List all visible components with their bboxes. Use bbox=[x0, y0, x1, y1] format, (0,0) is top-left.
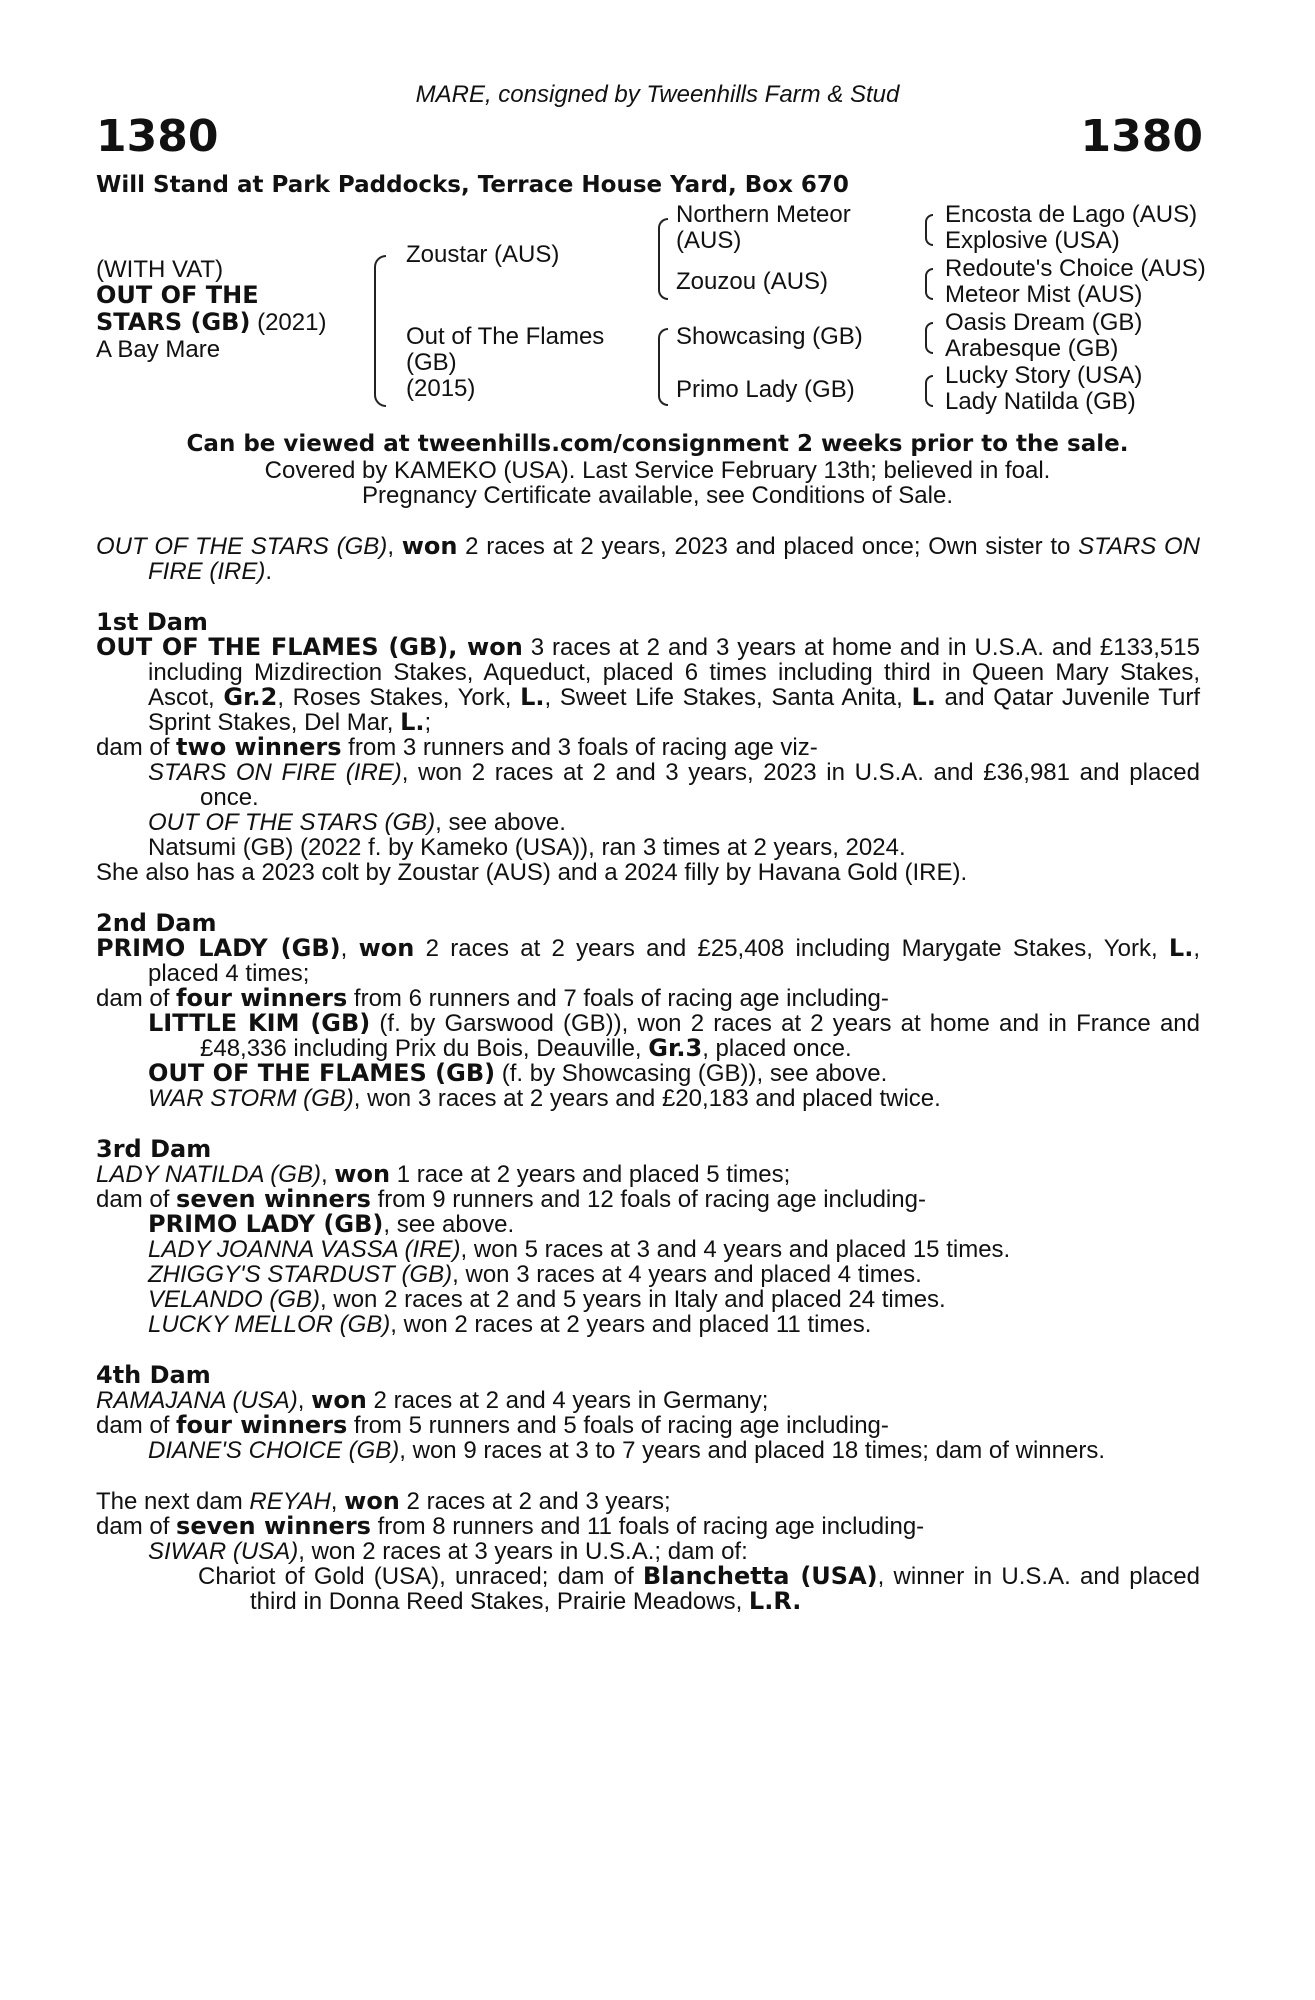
listed-badge: L. bbox=[400, 708, 425, 736]
produce-entry bbox=[96, 760, 1200, 810]
third-dam-text: 1 race at 2 years and placed 5 times; bbox=[390, 1161, 791, 1188]
second-dam-name: PRIMO LADY (GB) bbox=[96, 934, 341, 962]
brace-g1 bbox=[925, 214, 933, 246]
next-dam-text: The next dam bbox=[96, 1488, 250, 1515]
produce-entry bbox=[96, 1212, 1200, 1237]
produce-name: LUCKY MELLOR (GB) bbox=[148, 1311, 391, 1338]
produce-summary-text: from 6 runners and 7 foals of racing age including- bbox=[347, 985, 889, 1012]
produce-text: Chariot of Gold (USA), unraced; dam of bbox=[198, 1563, 643, 1590]
pedigree-g1: Encosta de Lago (AUS) bbox=[945, 201, 1198, 228]
pedigree-dam-line2: (GB) bbox=[406, 349, 457, 376]
first-dam-won: won bbox=[467, 633, 523, 661]
winners-count: four winners bbox=[176, 1411, 348, 1439]
winners-count: seven winners bbox=[176, 1185, 371, 1213]
winners-count: seven winners bbox=[176, 1512, 371, 1540]
covered-notice: Covered by KAMEKO (USA). Last Service February 13th; believed in foal. bbox=[264, 457, 1051, 484]
first-dam-also: She also has a 2023 colt by Zoustar (AUS) and a 2024 filly by Havana Gold (IRE). bbox=[96, 859, 968, 886]
produce-entry bbox=[96, 1312, 1200, 1337]
vat-status: (WITH VAT) bbox=[96, 256, 224, 283]
dam-of-label: dam of bbox=[96, 1412, 177, 1439]
viewing-notice: Can be viewed at tweenhills.com/consignment 2 weeks prior to the sale. bbox=[186, 431, 1129, 457]
pedigree-dam-line3: (2015) bbox=[406, 375, 476, 402]
produce-name: LADY JOANNA VASSA (IRE) bbox=[148, 1236, 461, 1263]
catalogue-subtitle: MARE, consigned by Tweenhills Farm & Stud bbox=[415, 81, 900, 108]
winners-count: two winners bbox=[176, 733, 342, 761]
produce-text: , placed once. bbox=[702, 1035, 852, 1062]
brace-dam-parents bbox=[658, 328, 668, 406]
dam-of-label: dam of bbox=[96, 734, 177, 761]
first-dam-produce-summary bbox=[96, 735, 1200, 760]
produce-text: , won 3 races at 4 years and placed 4 times. bbox=[452, 1261, 922, 1288]
pedigree-g6: Arabesque (GB) bbox=[945, 335, 1119, 362]
next-dam-text: , bbox=[330, 1488, 345, 1515]
third-dam-heading: 3rd Dam bbox=[96, 1135, 212, 1163]
pedigree-sire: Zoustar (AUS) bbox=[406, 241, 560, 268]
pregnancy-notice: Pregnancy Certificate available, see Conditions of Sale. bbox=[362, 482, 953, 509]
lot-number-right: 1380 bbox=[1080, 111, 1203, 162]
horse-year: (2021) bbox=[250, 309, 327, 336]
produce-entry bbox=[96, 810, 1200, 835]
first-dam-record: OUT OF THE FLAMES (GB), won 3 races at 2 and 3 years at home and in U.S.A. and £133,515 including Mizdirection Stakes, Aqueduct, placed 6 times including third in Queen Mary Stakes, Ascot, Gr.2, Roses Stakes, York, L., Sweet Life Stakes, Santa Anita, L. and Qatar Juvenile Turf Sprint Stakes, Del Mar, L.; bbox=[96, 633, 1201, 736]
stable-location: Will Stand at Park Paddocks, Terrace House Yard, Box 670 bbox=[96, 172, 849, 198]
produce-name: DIANE'S CHOICE (GB) bbox=[148, 1437, 400, 1464]
listed-badge: L. bbox=[1168, 934, 1194, 962]
intro-end: . bbox=[265, 558, 272, 585]
fourth-dam-record: RAMAJANA (USA), won 2 races at 2 and 4 years in Germany; bbox=[96, 1386, 769, 1414]
first-dam-name: OUT OF THE FLAMES (GB) bbox=[96, 633, 449, 661]
horse-name-line2-wrap bbox=[96, 310, 326, 335]
pedigree-sire-sire-line1: Northern Meteor bbox=[676, 201, 851, 228]
produce-text: , won 2 races at 2 years and placed 11 times. bbox=[390, 1311, 872, 1338]
fourth-dam-won: won bbox=[311, 1386, 367, 1414]
produce-name: WAR STORM (GB) bbox=[148, 1085, 354, 1112]
intro-text: 2 races at 2 years, 2023 and placed once; Own sister to bbox=[457, 533, 1079, 560]
pedigree-g5: Oasis Dream (GB) bbox=[945, 309, 1143, 336]
pedigree-dam-dam: Primo Lady (GB) bbox=[676, 376, 855, 403]
produce-summary-text: from 9 runners and 12 foals of racing age including- bbox=[370, 1186, 926, 1213]
produce-text: , won 9 races at 3 to 7 years and placed 18 times; dam of winners. bbox=[399, 1437, 1105, 1464]
third-dam-record: LADY NATILDA (GB), won 1 race at 2 years and placed 5 times; bbox=[96, 1160, 791, 1188]
winners-count: four winners bbox=[176, 984, 348, 1012]
second-dam-record: PRIMO LADY (GB), won 2 races at 2 years and £25,408 including Marygate Stakes, York, L., placed 4 times; bbox=[96, 934, 1201, 987]
grade-badge: Gr.2 bbox=[223, 683, 278, 711]
first-dam-heading: 1st Dam bbox=[96, 608, 208, 636]
produce-text: (f. by Garswood (GB)), won 2 races at 2 years at home and in France and £48,336 including Prix du Bois, Deauville, bbox=[200, 1010, 1200, 1062]
pedigree-sire-sire-line2: (AUS) bbox=[676, 227, 742, 254]
second-dam-heading: 2nd Dam bbox=[96, 909, 217, 937]
next-dam-text: 2 races at 2 and 3 years; bbox=[399, 1488, 671, 1515]
produce-summary-text: from 8 runners and 11 foals of racing age including- bbox=[370, 1513, 925, 1540]
fourth-dam-produce-summary bbox=[96, 1413, 1200, 1438]
produce-name: ZHIGGY'S STARDUST (GB) bbox=[148, 1261, 453, 1288]
third-dam-produce-summary bbox=[96, 1187, 1200, 1212]
dam-of-label: dam of bbox=[96, 1513, 177, 1540]
produce-text: , winner in U.S.A. and placed third in Donna Reed Stakes, Prairie Meadows, bbox=[250, 1563, 1200, 1615]
brace-sire-parents bbox=[658, 218, 668, 300]
produce-text: , see above. bbox=[435, 809, 566, 836]
intro-horse-name: OUT OF THE STARS (GB) bbox=[96, 533, 388, 560]
produce-entry bbox=[96, 1262, 1200, 1287]
fourth-dam-name: RAMAJANA (USA) bbox=[96, 1387, 298, 1414]
produce-entry bbox=[96, 1438, 1200, 1463]
produce-entry bbox=[96, 1086, 1200, 1111]
produce-text: (f. by Showcasing (GB)), see above. bbox=[495, 1060, 888, 1087]
produce-text: , won 5 races at 3 and 4 years and placed 15 times. bbox=[460, 1236, 1011, 1263]
intro-won: won bbox=[401, 532, 458, 560]
produce-name: VELANDO (GB) bbox=[148, 1286, 321, 1313]
pedigree-g7: Lucky Story (USA) bbox=[945, 362, 1143, 389]
first-dam-text: 3 races at 2 and 3 years at home and in U.S.A. and £133,515 including Mizdirection Stakes, Aqueduct, placed 6 times including third in Queen Mary Stakes, Ascot, bbox=[148, 634, 1200, 711]
produce-name: STARS ON FIRE (IRE) bbox=[148, 759, 402, 786]
pedigree-page-body bbox=[96, 534, 1200, 1614]
lot-number-left: 1380 bbox=[96, 111, 219, 162]
brace-g2 bbox=[925, 268, 933, 300]
first-dam-text: , Sweet Life Stakes, Santa Anita, bbox=[544, 684, 912, 711]
produce-name: OUT OF THE FLAMES (GB) bbox=[148, 1059, 496, 1087]
next-dam-produce-summary bbox=[96, 1514, 1200, 1539]
pedigree-g2: Explosive (USA) bbox=[945, 227, 1120, 254]
produce-text: , won 2 races at 3 years in U.S.A.; dam of: bbox=[298, 1538, 748, 1565]
first-dam-text: and Qatar Juvenile Turf Sprint Stakes, Del Mar, bbox=[148, 684, 1201, 736]
pedigree-sire-dam: Zouzou (AUS) bbox=[676, 268, 829, 295]
next-dam-name: REYAH bbox=[249, 1488, 331, 1515]
second-dam-text: 2 races at 2 years and £25,408 including Marygate Stakes, York, bbox=[414, 935, 1169, 962]
third-dam-won: won bbox=[334, 1160, 391, 1188]
pedigree-g3: Redoute's Choice (AUS) bbox=[945, 255, 1206, 282]
dam-of-label: dam of bbox=[96, 1186, 177, 1213]
second-dam-won: won bbox=[358, 934, 415, 962]
produce-entry bbox=[96, 1061, 1200, 1086]
second-dam-text: , placed 4 times; bbox=[148, 935, 1201, 987]
horse-description: A Bay Mare bbox=[96, 336, 221, 363]
produce-text: , won 3 races at 2 years and £20,183 and placed twice. bbox=[353, 1085, 941, 1112]
produce-text: , won 2 races at 2 and 3 years, 2023 in U.S.A. and £36,981 and placed once. bbox=[200, 759, 1200, 811]
listed-badge: L. bbox=[911, 683, 936, 711]
brace-parents bbox=[374, 255, 386, 407]
fourth-dam-text: 2 races at 2 and 4 years in Germany; bbox=[366, 1387, 769, 1414]
intro-sister: STARS ON FIRE (IRE) bbox=[148, 533, 1201, 585]
intro-paragraph: OUT OF THE STARS (GB), won 2 races at 2 years, 2023 and placed once; Own sister to STARS ON FIRE (IRE). bbox=[96, 532, 1201, 585]
brace-g4 bbox=[925, 375, 933, 407]
pedigree-dam-line1: Out of The Flames bbox=[406, 323, 605, 350]
next-dam-record bbox=[96, 1489, 1200, 1514]
produce-text: , see above. bbox=[383, 1211, 515, 1238]
first-dam-text: , Roses Stakes, York, bbox=[277, 684, 521, 711]
first-dam-text: ; bbox=[424, 709, 432, 736]
produce-name: LITTLE KIM (GB) bbox=[148, 1009, 371, 1037]
produce-entry: Natsumi (GB) (2022 f. by Kameko (USA)), ran 3 times at 2 years, 2024. bbox=[148, 834, 906, 861]
produce-text: , won 2 races at 2 and 5 years in Italy and placed 24 times. bbox=[320, 1286, 946, 1313]
produce-entry bbox=[96, 1564, 1200, 1614]
produce-name: OUT OF THE STARS (GB) bbox=[148, 809, 436, 836]
brace-g3 bbox=[925, 322, 933, 354]
produce-entry bbox=[96, 1237, 1200, 1262]
third-dam-name: LADY NATILDA (GB) bbox=[96, 1161, 321, 1188]
pedigree-g8: Lady Natilda (GB) bbox=[945, 388, 1136, 415]
next-dam-won: won bbox=[344, 1487, 400, 1515]
grade-badge: Gr.3 bbox=[648, 1034, 703, 1062]
produce-name: SIWAR (USA) bbox=[148, 1538, 299, 1565]
listed-badge: L.R. bbox=[748, 1587, 802, 1615]
produce-name: PRIMO LADY (GB) bbox=[148, 1210, 384, 1238]
listed-badge: L. bbox=[520, 683, 545, 711]
produce-summary-text: from 5 runners and 5 foals of racing age including- bbox=[347, 1412, 889, 1439]
second-dam-produce-summary bbox=[96, 986, 1200, 1011]
produce-entry bbox=[96, 1011, 1200, 1061]
horse-name-line1: OUT OF THE bbox=[96, 281, 259, 309]
fourth-dam-heading: 4th Dam bbox=[96, 1361, 211, 1389]
produce-name: Blanchetta (USA) bbox=[642, 1562, 878, 1590]
produce-summary-text: from 3 runners and 3 foals of racing age viz- bbox=[341, 734, 818, 761]
pedigree-g4: Meteor Mist (AUS) bbox=[945, 281, 1143, 308]
produce-entry bbox=[96, 1539, 1200, 1564]
horse-name-line2: STARS (GB) bbox=[96, 308, 251, 336]
pedigree-dam-sire: Showcasing (GB) bbox=[676, 323, 863, 350]
dam-of-label: dam of bbox=[96, 985, 177, 1012]
produce-entry bbox=[96, 1287, 1200, 1312]
